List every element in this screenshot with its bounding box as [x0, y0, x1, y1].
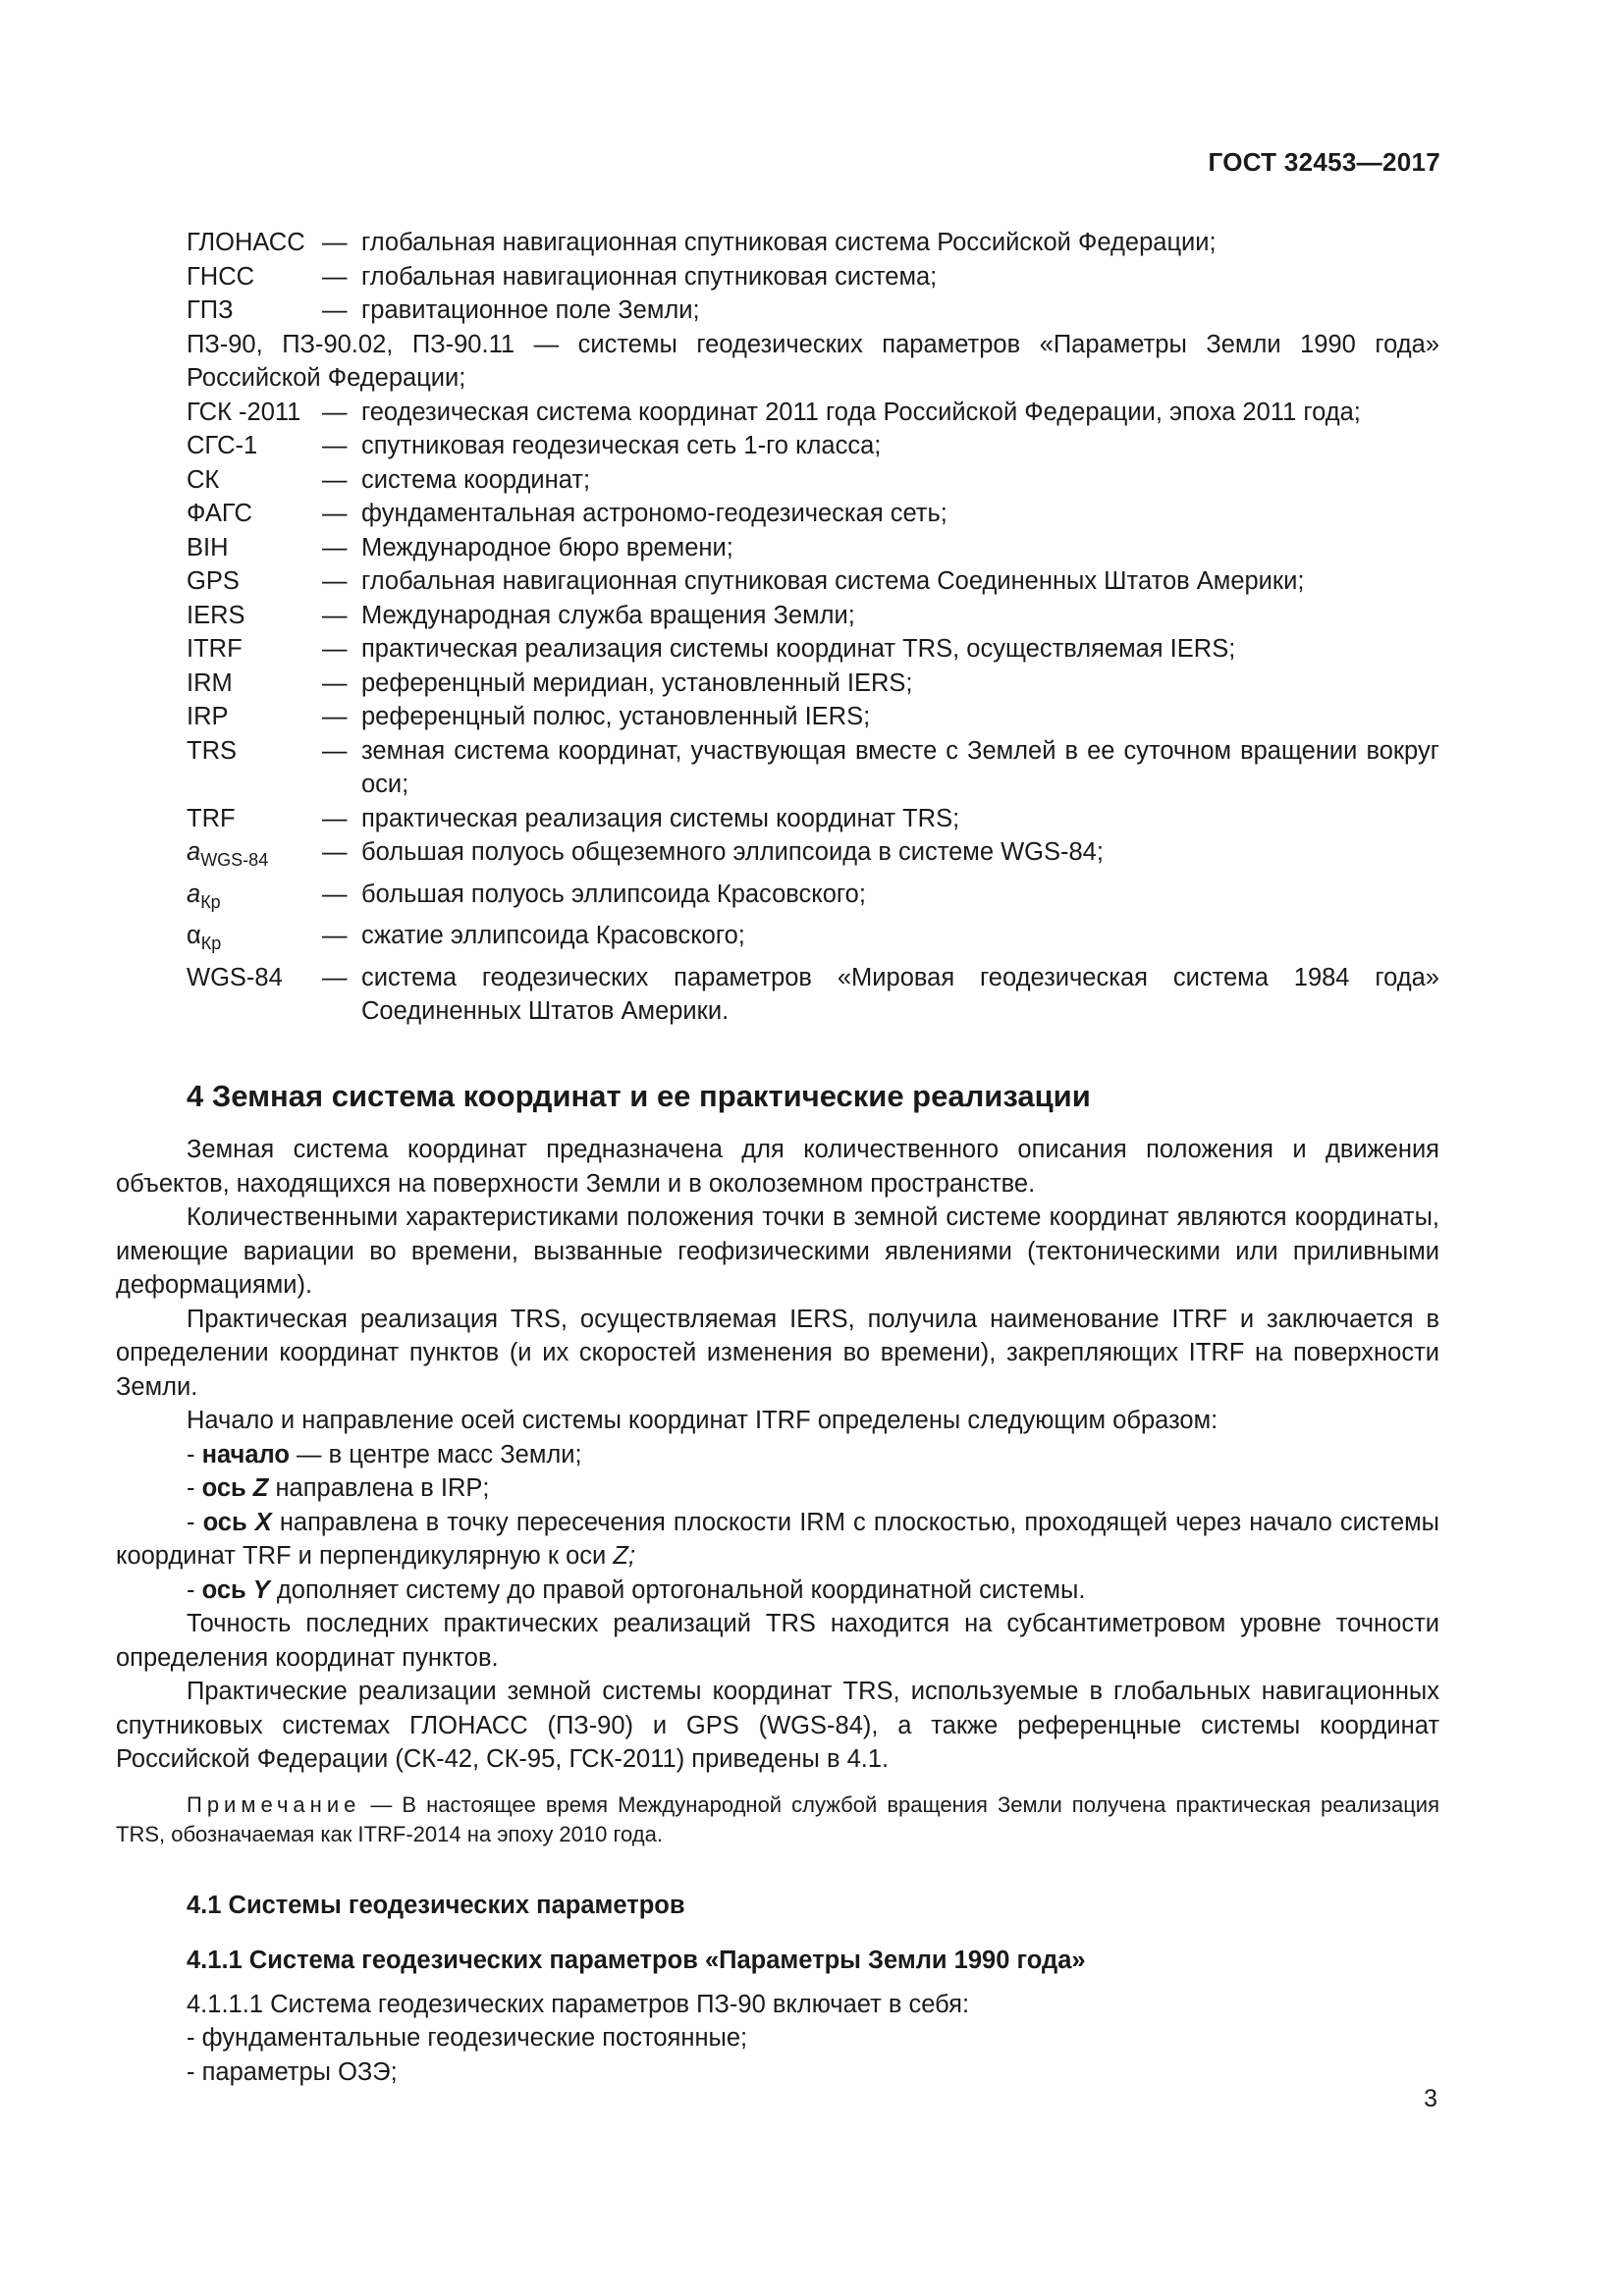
abbreviation-definition: системы геодезических параметров «Параметры Земли 1990 года» Российской Федерации; — [187, 330, 1440, 392]
section-4-1-heading: 4.1 Системы геодезических параметров — [187, 1891, 685, 1919]
abbreviation-term: TRS — [187, 736, 237, 765]
paragraph: Практическая реализация TRS, осуществляемая IERS, получила наименование ITRF и заключается в определении координат пунктов (и их скоростей изменения во времени), закрепляющих ITRF на поверхности Земли. — [116, 1305, 1439, 1401]
abbreviation-term: ПЗ-90, ПЗ-90.02, ПЗ-90.11 — [187, 330, 515, 358]
dash: — — [322, 262, 348, 291]
abbreviation-definition: сжатие эллипсоида Красовского; — [361, 922, 745, 949]
abbreviation-row — [187, 878, 1439, 920]
abbreviation-row — [187, 564, 1439, 599]
abbreviation-definition: система координат; — [361, 465, 591, 494]
abbreviation-term: BIH — [187, 533, 229, 561]
abbreviation-definition: большая полуось общеземного эллипсоида в системе WGS-84; — [361, 838, 1104, 866]
abbreviation-definition: практическая реализация системы координат TRS, осуществляемая IERS; — [361, 635, 1236, 663]
abbreviation-definition: глобальная навигационная спутниковая система; — [361, 262, 938, 291]
abbreviation-row — [187, 294, 1439, 328]
paragraph: Точность последних практических реализаций TRS находится на субсантиметровом уровне точности определения координат пунктов. — [116, 1610, 1439, 1672]
abbreviation-row — [187, 632, 1439, 667]
abbreviation-term: СК — [187, 465, 220, 494]
abbreviation-row — [187, 835, 1439, 878]
document-number: ГОСТ 32453—2017 — [1208, 147, 1440, 177]
abbreviation-term: ГПЗ — [187, 296, 234, 324]
abbreviation-definition: большая полуось эллипсоида Красовского; — [361, 880, 866, 908]
abbreviation-row — [187, 226, 1439, 260]
dash: — — [322, 601, 348, 629]
symbol-subscript: WGS-84 — [200, 850, 269, 870]
axis-label: ось — [201, 1474, 246, 1502]
dash: — — [322, 533, 348, 561]
abbreviation-wide-line — [187, 328, 1439, 396]
dash: — — [322, 567, 348, 595]
dash: — — [322, 703, 348, 730]
abbreviation-definition: фундаментальная астрономо-геодезическая сеть; — [361, 500, 947, 527]
axis-origin-item: - начало — в центре масс Земли; — [187, 1440, 582, 1468]
abbreviation-term: ГСК -2011 — [187, 398, 301, 426]
dash: — — [322, 963, 348, 991]
dash: — — [322, 500, 348, 527]
axis-text: направлена в IRP; — [275, 1474, 490, 1502]
symbol-base: a — [187, 880, 201, 908]
axis-variable: Y — [252, 1575, 270, 1604]
abbreviation-term — [187, 878, 322, 920]
axis-x-item: - ось X направлена в точку пересечения плоскости IRM с плоскостью, проходящей через начало системы координат TRF и перпендикулярную к оси Z; — [116, 1508, 1439, 1570]
axis-z-item: - ось Z направлена в IRP; — [187, 1474, 490, 1502]
abbreviation-row — [187, 734, 1439, 802]
abbreviation-row — [187, 497, 1439, 531]
abbreviation-row — [187, 961, 1439, 1029]
dash: — — [322, 880, 348, 908]
abbreviation-definition: референцный полюс, установленный IERS; — [361, 703, 871, 730]
dash: — — [322, 398, 348, 426]
axis-y-item: - ось Y дополняет систему до правой ортогональной координатной системы. — [187, 1575, 1086, 1604]
section-4-heading: 4 Земная система координат и ее практические реализации — [187, 1079, 1091, 1113]
axis-text: направлена в точку пересечения плоскости IRM с плоскостью, проходящей через начало системы координат TRF и перпендикулярную к оси — [116, 1508, 1439, 1570]
symbol-base: a — [187, 838, 201, 866]
paragraph: Начало и направление осей системы координат ITRF определены следующим образом: — [187, 1407, 1218, 1434]
abbreviation-term: ФАГС — [187, 500, 252, 527]
axis-text: дополняет систему до правой ортогональной координатной системы. — [276, 1575, 1086, 1604]
abbreviation-term: IRM — [187, 668, 233, 697]
dash: — — [322, 432, 348, 459]
axis-variable: Z — [252, 1474, 269, 1502]
paragraph: 4.1.1.1 Система геодезических параметров ПЗ-90 включает в себя: — [187, 1990, 970, 2018]
abbreviation-term: WGS-84 — [187, 963, 283, 991]
abbreviation-definition: практическая реализация системы координат TRS; — [361, 804, 960, 832]
dash: — — [322, 229, 348, 256]
section-4-body — [116, 1078, 1439, 2089]
axis-end: Z; — [613, 1542, 636, 1570]
abbreviation-definition: Международное бюро времени; — [361, 533, 733, 561]
abbreviation-row — [187, 260, 1439, 294]
abbreviation-term: ITRF — [187, 635, 243, 663]
axis-variable: X — [254, 1508, 272, 1536]
paragraph: Земная система координат предназначена для количественного описания положения и движения объектов, находящихся на поверхности Земли и в околоземном пространстве. — [116, 1136, 1439, 1198]
abbreviation-row — [187, 396, 1439, 430]
dash: — — [322, 804, 348, 832]
origin-text: — в центре масс Земли; — [297, 1440, 582, 1468]
abbreviation-row — [187, 802, 1439, 836]
origin-label: начало — [201, 1440, 290, 1468]
abbreviation-term: ГНСС — [187, 262, 255, 291]
dash: — — [322, 838, 348, 866]
abbreviation-term: IERS — [187, 601, 245, 629]
symbol-subscript: Кр — [200, 934, 222, 953]
abbreviation-term — [187, 835, 322, 878]
abbreviation-row — [187, 919, 1439, 961]
abbreviation-definition: Международная служба вращения Земли; — [361, 601, 855, 629]
page-number: 3 — [1424, 2085, 1437, 2112]
dash: — — [533, 330, 560, 358]
note-label: Примечание — [187, 1791, 361, 1817]
abbreviation-term: СГС-1 — [187, 432, 258, 459]
dash: — — [322, 736, 348, 765]
list-item: - параметры ОЗЭ; — [187, 2057, 398, 2086]
dash: — — [322, 465, 348, 494]
section-4-1-1-heading: 4.1.1 Система геодезических параметров «Параметры Земли 1990 года» — [187, 1947, 1086, 1974]
note — [116, 1790, 1439, 1849]
abbreviation-row — [187, 531, 1439, 565]
abbreviation-definition: спутниковая геодезическая сеть 1-го класса; — [361, 432, 882, 459]
dash: — — [322, 635, 348, 663]
abbreviation-row — [187, 429, 1439, 463]
paragraph: Практические реализации земной системы координат TRS, используемые в глобальных навигационных спутниковых системах ГЛОНАСС (ПЗ-90) и GPS (WGS-84), а также референцные системы координат Российской Федерации (СК-42, СК-95, ГСК-2011) приведены в 4.1. — [116, 1678, 1439, 1773]
abbreviation-row — [187, 700, 1439, 734]
abbreviation-row — [187, 328, 1439, 396]
abbreviation-definition: система геодезических параметров «Мировая геодезическая система 1984 года» Соединенных Штатов Америки. — [361, 963, 1439, 1025]
abbreviation-row — [187, 599, 1439, 633]
abbreviation-term: ГЛОНАСС — [187, 229, 305, 256]
abbreviation-definition: гравитационное поле Земли; — [361, 296, 700, 324]
abbreviation-definition: земная система координат, участвующая вместе с Землей в ее суточном вращении вокруг оси; — [361, 736, 1439, 798]
abbreviation-row — [187, 463, 1439, 498]
dash: — — [322, 296, 348, 324]
axis-label: ось — [202, 1508, 247, 1536]
abbreviation-definition: глобальная навигационная спутниковая система Соединенных Штатов Америки; — [361, 567, 1305, 595]
list-item: - фундаментальные геодезические постоянные; — [187, 2024, 748, 2052]
abbreviation-definition: референцный меридиан, установленный IERS; — [361, 668, 913, 697]
symbol-subscript: Кр — [200, 891, 221, 912]
abbreviation-term — [187, 919, 322, 961]
paragraph: Количественными характеристиками положения точки в земной системе координат являются координаты, имеющие вариации во времени, вызванные геофизическими явлениями (тектоническими или приливными деформациями). — [116, 1203, 1439, 1299]
abbreviations-list — [187, 226, 1439, 1029]
dash: — — [322, 668, 348, 697]
abbreviation-definition: геодезическая система координат 2011 года Российской Федерации, эпоха 2011 года; — [361, 398, 1361, 426]
symbol-base: α — [187, 922, 201, 949]
abbreviation-term: IRP — [187, 703, 229, 730]
abbreviation-term: GPS — [187, 567, 240, 595]
abbreviation-term: TRF — [187, 804, 236, 832]
dash: — — [322, 922, 348, 949]
note-text: — В настоящее время Международной службой вращения Земли получена практическая реализация TRS, обозначаемая как ITRF-2014 на эпоху 2010 года. — [116, 1791, 1439, 1846]
abbreviation-row — [187, 667, 1439, 701]
abbreviation-definition: глобальная навигационная спутниковая система Российской Федерации; — [361, 229, 1217, 256]
axis-label: ось — [201, 1575, 246, 1604]
